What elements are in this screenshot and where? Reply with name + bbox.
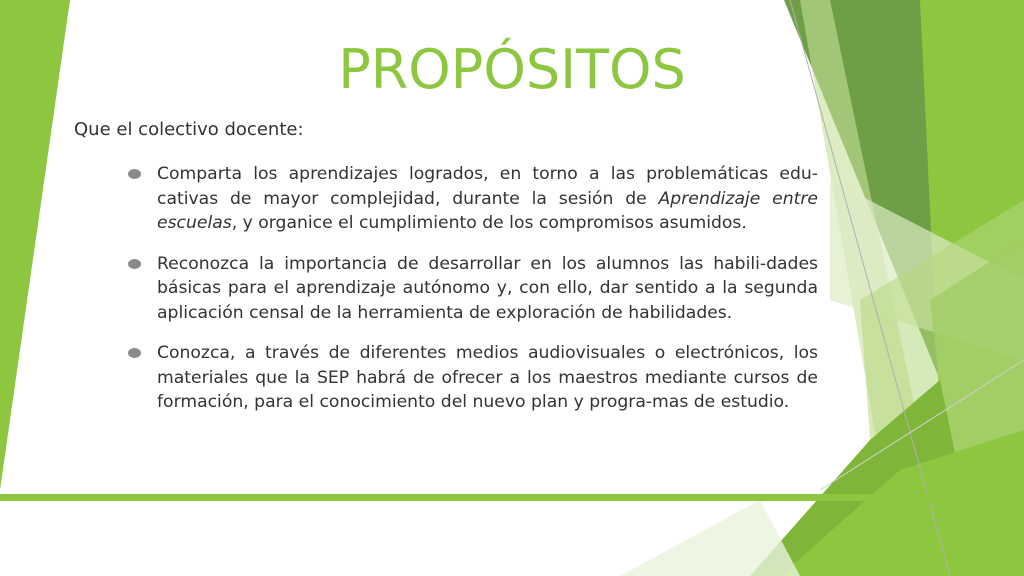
bullet-icon (128, 348, 141, 358)
divider-line (0, 494, 1024, 501)
purposes-list (74, 162, 818, 415)
bullet-text: Reconozca la importancia de desarrollar en los alumnos las habili-dades básicas para el aprendizaje autónomo y, con ello, dar sentido a la segunda aplicación censal de la herramienta de exploración de habilidades. (157, 253, 818, 323)
list-item (74, 162, 818, 236)
bullet-text-post: , y organice el cumplimiento de los compromisos asumidos. (231, 213, 747, 233)
slide-title: PROPÓSITOS (338, 38, 686, 101)
list-item (74, 341, 818, 415)
slide-content (74, 118, 818, 431)
bullet-text-italic: Aprendizaje entre escuelas (157, 188, 818, 233)
list-item (74, 252, 818, 326)
bullet-icon (128, 169, 141, 179)
bullet-text-pre: Comparta los aprendizajes logrados, en torno a las problemáticas edu-cativas de mayor complejidad, durante la sesión de (157, 164, 818, 209)
bullet-icon (128, 259, 141, 269)
bullet-text: Conozca, a través de diferentes medios audiovisuales o electrónicos, los materiales que la SEP habrá de ofrecer a los maestros mediante cursos de formación, para el conocimiento del nuevo plan y progra-mas de estudio. (157, 343, 818, 412)
intro-text: Que el colectivo docente: (74, 119, 304, 140)
